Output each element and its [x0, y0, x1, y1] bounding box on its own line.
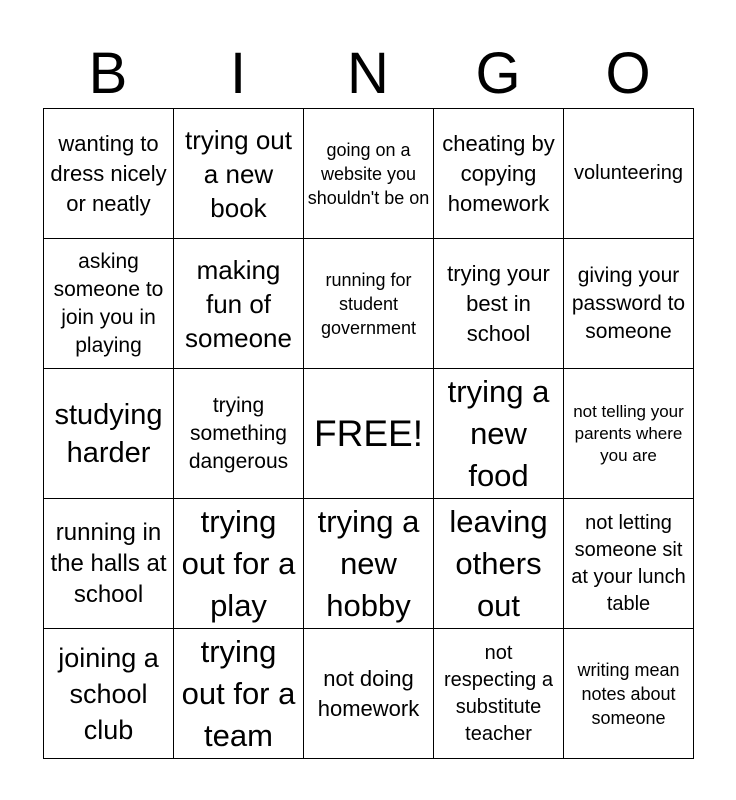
- header-letter-g: G: [475, 41, 521, 106]
- grid-row: [44, 369, 694, 499]
- header-letter-n: N: [347, 41, 389, 106]
- bingo-cell: [174, 369, 304, 499]
- cell-text: trying your best in school: [447, 260, 550, 346]
- cell-text: cheating by copying homework: [442, 130, 555, 216]
- bingo-cell: [434, 239, 564, 369]
- bingo-cell: [44, 109, 174, 239]
- cell-text: trying out a new book: [185, 124, 292, 223]
- bingo-cell: [304, 629, 434, 759]
- bingo-cell: [44, 369, 174, 499]
- cell-text: not telling your parents where you are: [573, 401, 684, 465]
- bingo-cell: [434, 499, 564, 629]
- bingo-cell: [564, 109, 694, 239]
- grid-row: [44, 499, 694, 629]
- cell-text: trying something dangerous: [188, 393, 289, 473]
- grid-row: [44, 109, 694, 239]
- cell-text: trying a new food: [447, 373, 550, 493]
- bingo-cell: [434, 369, 564, 499]
- cell-text: joining a school club: [58, 642, 159, 745]
- cell-text: trying out for a play: [181, 503, 296, 623]
- bingo-cell: [564, 369, 694, 499]
- bingo-cell: [434, 109, 564, 239]
- grid-row: [44, 239, 694, 369]
- cell-text: studying harder: [54, 398, 163, 469]
- cell-text: running in the halls at school: [50, 519, 167, 608]
- cell-text: trying a new hobby: [317, 503, 420, 623]
- header-letter-i: I: [229, 41, 247, 106]
- cell-text: giving your password to someone: [571, 263, 686, 343]
- bingo-cell: [304, 239, 434, 369]
- cell-text: going on a website you shouldn't be on: [307, 139, 430, 208]
- bingo-header: [43, 40, 693, 108]
- bingo-cell: [564, 629, 694, 759]
- bingo-cell: [304, 109, 434, 239]
- cell-text: leaving others out: [449, 503, 548, 623]
- cell-text: not respecting a substitute teacher: [444, 641, 553, 745]
- cell-text: wanting to dress nicely or neatly: [50, 130, 167, 216]
- cell-text: not doing homework: [317, 665, 420, 721]
- cell-text: volunteering: [574, 162, 683, 184]
- cell-text: writing mean notes about someone: [577, 659, 680, 728]
- cell-text: running for student government: [320, 269, 417, 338]
- cell-text: asking someone to join you in playing: [53, 249, 164, 357]
- bingo-cell: [434, 629, 564, 759]
- bingo-cell: [174, 629, 304, 759]
- bingo-grid: [43, 108, 694, 759]
- bingo-cell: [304, 499, 434, 629]
- header-letter-b: B: [88, 41, 128, 106]
- cell-text: making fun of someone: [185, 254, 292, 353]
- bingo-cell: [564, 499, 694, 629]
- bingo-cell: [174, 109, 304, 239]
- header-letter-o: O: [605, 41, 651, 106]
- cell-text: trying out for a team: [181, 633, 296, 753]
- cell-text: not letting someone sit at your lunch table: [571, 511, 686, 615]
- free-space: FREE!: [314, 412, 423, 454]
- bingo-cell: [304, 369, 434, 499]
- bingo-cell: [174, 239, 304, 369]
- bingo-cell: [564, 239, 694, 369]
- bingo-cell: [44, 629, 174, 759]
- bingo-cell: [44, 499, 174, 629]
- bingo-cell: [174, 499, 304, 629]
- bingo-cell: [44, 239, 174, 369]
- grid-row: [44, 629, 694, 759]
